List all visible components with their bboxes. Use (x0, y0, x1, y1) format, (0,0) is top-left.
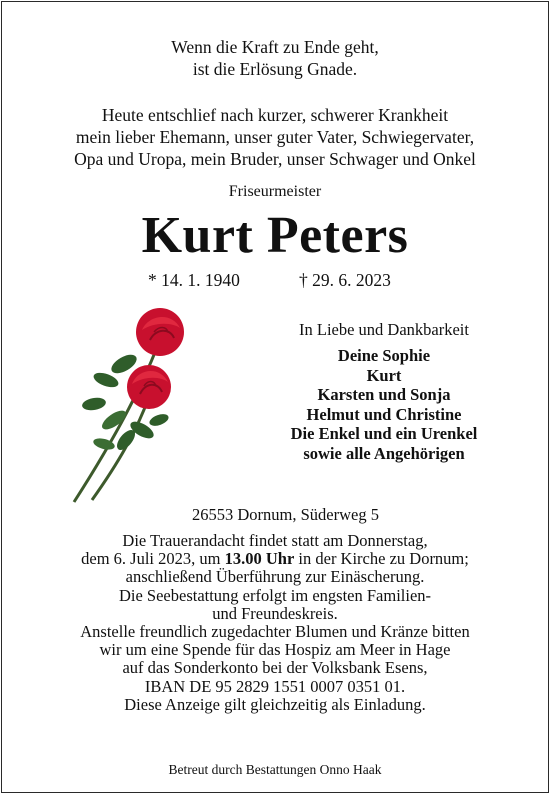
mourner-name: Karsten und Sonja (317, 385, 451, 404)
notice-line: wir um eine Spende für das Hospiz am Meer in Hage (99, 640, 451, 660)
notice-line: und Freundeskreis. (212, 603, 338, 623)
intro-line: Heute entschlief nach kurzer, schwerer Krankheit (101, 105, 449, 125)
birth-date: * 14. 1. 1940 (148, 270, 240, 290)
notice-line: anschließend Überführung zur Einäscherung. (125, 567, 425, 587)
notice-line (2, 550, 548, 568)
mourner-name: Die Enkel und ein Urenkel (290, 424, 478, 443)
notice-line: IBAN DE 95 2829 1551 0007 0351 01. (144, 676, 406, 696)
notice-text: in der Kirche zu Dornum; (294, 549, 469, 569)
mourners-block (252, 320, 516, 463)
mourner-name: Helmut und Christine (306, 404, 462, 424)
intro-line: Opa und Uropa, mein Bruder, unser Schwager und Onkel (74, 149, 476, 169)
mourner-name: Kurt (366, 365, 402, 385)
obituary-notice (1, 1, 549, 793)
notice-line: Die Trauerandacht findet statt am Donnerstag, (122, 531, 428, 550)
notice-line: Die Seebestattung erfolgt im engsten Familien- (118, 585, 432, 605)
motto-line: Wenn die Kraft zu Ende geht, (171, 37, 379, 57)
mourners-names (252, 346, 516, 463)
notice-line: Anstelle freundlich zugedachter Blumen und Kränze bitten (80, 622, 470, 642)
motto-line: ist die Erlösung Gnade. (192, 59, 358, 79)
notice-line: Diese Anzeige gilt gleichzeitig als Einladung. (124, 694, 426, 714)
intro-text (2, 104, 548, 170)
notice-line: auf das Sonderkonto bei der Volksbank Esens, (122, 658, 428, 678)
service-time: 13.00 Uhr (224, 549, 295, 569)
mourners-intro: In Liebe und Dankbarkeit (299, 320, 469, 339)
profession: Friseurmeister (228, 183, 322, 200)
motto (2, 36, 548, 80)
mourner-name: sowie alle Angehörigen (303, 443, 465, 463)
intro-line: mein lieber Ehemann, unser guter Vater, Schwiegervater, (75, 127, 475, 147)
notice-text: dem 6. Juli 2023, um (81, 549, 225, 569)
funeral-notice (2, 532, 548, 714)
death-date: † 29. 6. 2023 (299, 270, 391, 290)
deceased-name: Kurt Peters (141, 207, 409, 264)
address: 26553 Dornum, Süderweg 5 (192, 505, 379, 524)
roses-icon (64, 302, 214, 507)
funeral-home-credit: Betreut durch Bestattungen Onno Haak (168, 762, 382, 777)
mourner-name: Deine Sophie (337, 346, 431, 365)
